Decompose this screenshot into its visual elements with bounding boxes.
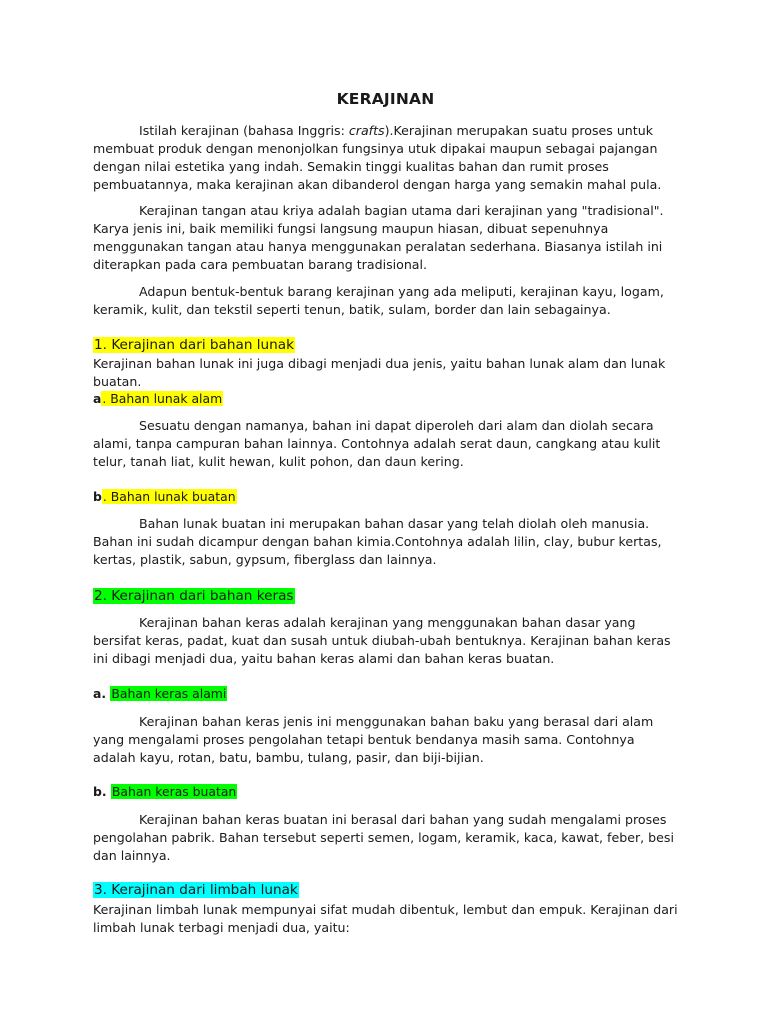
section-1b-letter: b [93, 489, 102, 504]
intro-p1-text-start: Istilah kerajinan (bahasa Inggris: [139, 123, 349, 138]
section-1-heading [93, 336, 295, 354]
section-2b-letter: b. [93, 784, 107, 799]
section-1-number: 1. [94, 337, 107, 353]
section-1b-heading [93, 489, 237, 505]
section-2a-heading [93, 686, 227, 702]
section-2-heading-highlight: 2. Kerajinan dari bahan keras [94, 588, 294, 604]
section-1a-heading [93, 391, 223, 407]
section-1-title: Kerajinan dari bahan lunak [111, 337, 294, 353]
section-2b-heading [93, 784, 237, 800]
section-2a-body: Kerajinan bahan keras jenis ini menggunakan bahan baku yang berasal dari alam yang mengalami proses pengolahan tetapi bentuk bendanya masih sama. Contohnya adalah kayu, rotan, batu, bambu, tulang, pasir, dan biji-bijian. [93, 714, 654, 765]
section-1a-letter: a [93, 391, 102, 406]
section-2-heading [93, 587, 295, 605]
intro-paragraph-1 [93, 122, 678, 194]
section-2a-label: Bahan keras alami [111, 686, 227, 701]
document-title: KERAJINAN [336, 90, 435, 108]
intro-paragraph-3: Adapun bentuk-bentuk barang kerajinan yang ada meliputi, kerajinan kayu, logam, keramik, kulit, dan tekstil seperti tenun, batik, sulam, border dan lain sebagainya. [93, 284, 664, 317]
section-2-body: Kerajinan bahan keras adalah kerajinan yang menggunakan bahan dasar yang bersifat keras, padat, kuat dan susah untuk diubah-ubah bentuknya. Kerajinan bahan keras ini dibagi menjadi dua, yaitu bahan keras alami dan bahan keras buatan. [93, 615, 671, 666]
section-1b-body: Bahan lunak buatan ini merupakan bahan dasar yang telah diolah oleh manusia. Bahan ini sudah dicampur dengan bahan kimia.Contohnya adalah lilin, clay, bubur kertas, kertas, plastik, sabun, gypsum, fiberglass dan lainnya. [93, 516, 662, 567]
section-1-body: Kerajinan bahan lunak ini juga dibagi menjadi dua jenis, yaitu bahan lunak alam dan lunak buatan. [93, 356, 666, 389]
section-1a-body: Sesuatu dengan namanya, bahan ini dapat diperoleh dari alam dan diolah secara alami, tanpa campuran bahan lainnya. Contohnya adalah serat daun, cangkang atau kulit telur, tanah liat, kulit hewan, kulit pohon, dan daun kering. [93, 418, 661, 469]
section-1b-label: . Bahan lunak buatan [102, 489, 236, 504]
section-2b-body: Kerajinan bahan keras buatan ini berasal dari bahan yang sudah mengalami proses pengolahan pabrik. Bahan tersebut seperti semen, logam, keramik, kaca, kawat, feber, besi dan lainnya. [93, 812, 674, 863]
intro-p1-italic-term: crafts [348, 123, 385, 138]
section-1a-label: . Bahan lunak alam [102, 391, 223, 406]
section-1-heading-highlight [93, 337, 295, 353]
section-3-heading [93, 881, 299, 899]
section-3-body: Kerajinan limbah lunak mempunyai sifat mudah dibentuk, lembut dan empuk. Kerajinan dari limbah lunak terbagi menjadi dua, yaitu: [93, 902, 678, 935]
section-2b-label: Bahan keras buatan [111, 784, 237, 799]
section-2a-letter: a. [93, 686, 107, 701]
section-3-heading-highlight: 3. Kerajinan dari limbah lunak [94, 882, 298, 898]
intro-p1-text-end: ).Kerajinan merupakan suatu proses untuk membuat produk dengan menonjolkan fungsinya utuk dipakai maupun sebagai pajangan dengan nilai estetika yang indah. Semakin tinggi kualitas bahan dan rumit proses pembuatannya, maka kerajinan akan dibanderol dengan harga yang semakin mahal pula. [93, 123, 662, 192]
intro-paragraph-2: Kerajinan tangan atau kriya adalah bagian utama dari kerajinan yang "tradisional". Karya jenis ini, baik memiliki fungsi langsung maupun hiasan, dibuat sepenuhnya menggunakan tangan atau hanya menggunakan peralatan sederhana. Biasanya istilah ini diterapkan pada cara pembuatan barang tradisional. [93, 203, 664, 272]
